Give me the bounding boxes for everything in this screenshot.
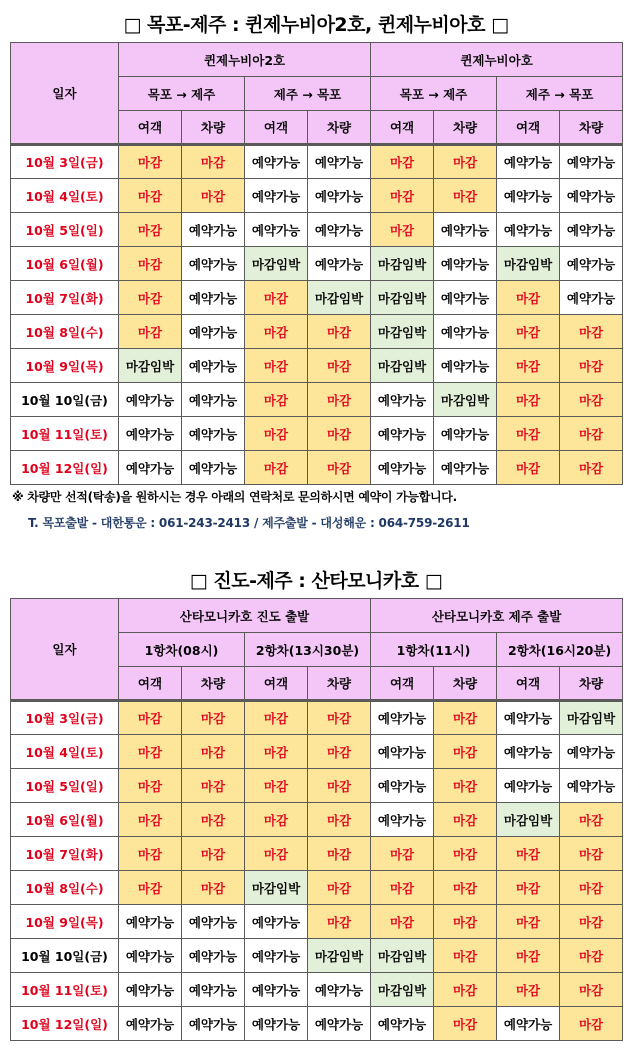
status-cell: 마감: [245, 701, 308, 735]
table-row: [11, 871, 623, 905]
status-cell: 마감: [560, 939, 623, 973]
status-cell: 마감임박: [245, 871, 308, 905]
trip-header: 1항차(11시): [371, 633, 497, 667]
status-cell: 마감: [182, 179, 245, 213]
status-cell: 마감: [119, 247, 182, 281]
route-header: 제주 → 목포: [497, 77, 623, 111]
route-header: 목포 → 제주: [371, 77, 497, 111]
status-cell: 예약가능: [497, 1007, 560, 1041]
status-cell: 마감: [434, 939, 497, 973]
status-cell: 예약가능: [371, 451, 434, 485]
trip-header: 1항차(08시): [119, 633, 245, 667]
date-cell: 10월 4일(토): [11, 735, 119, 769]
type-header: 여객: [245, 667, 308, 701]
date-cell: 10월 5일(일): [11, 213, 119, 247]
status-cell: 예약가능: [119, 1007, 182, 1041]
status-cell: 마감: [560, 905, 623, 939]
status-cell: 마감임박: [371, 349, 434, 383]
schedule-table-mokpo-jeju: [10, 42, 623, 485]
status-cell: 마감: [119, 837, 182, 871]
status-cell: 예약가능: [434, 315, 497, 349]
status-cell: 예약가능: [560, 213, 623, 247]
date-cell: 10월 9일(목): [11, 349, 119, 383]
status-cell: 마감: [308, 871, 371, 905]
status-cell: 예약가능: [434, 417, 497, 451]
status-cell: 마감: [245, 349, 308, 383]
status-cell: 마감: [560, 417, 623, 451]
status-cell: 마감: [308, 383, 371, 417]
status-cell: 예약가능: [371, 1007, 434, 1041]
title-box-left: □: [189, 570, 208, 592]
title-box-right: □: [491, 14, 509, 36]
table-row: [11, 145, 623, 179]
status-cell: 마감: [308, 315, 371, 349]
table-row: [11, 417, 623, 451]
date-cell: 10월 8일(수): [11, 871, 119, 905]
status-cell: 마감: [308, 701, 371, 735]
status-cell: 예약가능: [308, 213, 371, 247]
status-cell: 마감임박: [371, 247, 434, 281]
type-header: 여객: [245, 111, 308, 145]
status-cell: 마감: [497, 837, 560, 871]
schedule-table-jindo-jeju: [10, 598, 623, 1041]
date-cell: 10월 12일(일): [11, 1007, 119, 1041]
status-cell: 예약가능: [308, 145, 371, 179]
status-cell: 예약가능: [560, 281, 623, 315]
status-cell: 마감임박: [245, 247, 308, 281]
status-cell: 마감임박: [119, 349, 182, 383]
status-cell: 마감: [371, 837, 434, 871]
status-cell: 예약가능: [245, 1007, 308, 1041]
table-row: [11, 281, 623, 315]
status-cell: 예약가능: [182, 213, 245, 247]
status-cell: 마감: [434, 1007, 497, 1041]
table-row: [11, 349, 623, 383]
status-cell: 마감: [371, 871, 434, 905]
status-cell: 예약가능: [182, 905, 245, 939]
status-cell: 마감임박: [560, 701, 623, 735]
status-cell: 예약가능: [371, 735, 434, 769]
status-cell: 마감임박: [308, 281, 371, 315]
table-row: [11, 803, 623, 837]
status-cell: 마감임박: [497, 803, 560, 837]
table-row: [11, 247, 623, 281]
status-cell: 마감: [434, 701, 497, 735]
date-cell: 10월 10일(금): [11, 939, 119, 973]
table-row: [11, 1007, 623, 1041]
ship-header: 퀸제누비아호: [371, 43, 623, 77]
status-cell: 마감: [245, 281, 308, 315]
status-cell: 마감: [119, 179, 182, 213]
status-cell: 예약가능: [182, 451, 245, 485]
status-cell: 마감: [434, 769, 497, 803]
status-cell: 예약가능: [371, 701, 434, 735]
status-cell: 마감: [434, 145, 497, 179]
status-cell: 예약가능: [182, 973, 245, 1007]
trip-header: 2항차(16시20분): [497, 633, 623, 667]
status-cell: 예약가능: [119, 905, 182, 939]
status-cell: 마감: [371, 145, 434, 179]
status-cell: 마감: [119, 871, 182, 905]
status-cell: 예약가능: [560, 145, 623, 179]
status-cell: 마감: [434, 179, 497, 213]
status-cell: 마감: [434, 803, 497, 837]
date-cell: 10월 6일(월): [11, 803, 119, 837]
status-cell: 마감: [119, 281, 182, 315]
status-cell: 예약가능: [245, 973, 308, 1007]
title-text: 진도-제주 : 산타모니카호: [213, 570, 419, 592]
type-header: 여객: [497, 667, 560, 701]
status-cell: 마감: [497, 349, 560, 383]
status-cell: 예약가능: [182, 281, 245, 315]
status-cell: 마감: [560, 349, 623, 383]
status-cell: 마감: [434, 837, 497, 871]
status-cell: 마감: [119, 701, 182, 735]
status-cell: 마감: [182, 803, 245, 837]
table-row: [11, 383, 623, 417]
status-cell: 마감: [371, 213, 434, 247]
status-cell: 마감: [308, 905, 371, 939]
date-cell: 10월 3일(금): [11, 145, 119, 179]
status-cell: 마감임박: [371, 939, 434, 973]
status-cell: 예약가능: [434, 349, 497, 383]
status-cell: 마감: [497, 383, 560, 417]
type-header: 여객: [371, 667, 434, 701]
status-cell: 마감임박: [434, 383, 497, 417]
status-cell: 마감: [497, 939, 560, 973]
schedule-body: [11, 145, 623, 485]
status-cell: 예약가능: [308, 247, 371, 281]
type-header: 차량: [308, 111, 371, 145]
table-row: [11, 451, 623, 485]
status-cell: 마감: [308, 735, 371, 769]
status-cell: 마감: [119, 803, 182, 837]
status-cell: 마감: [308, 417, 371, 451]
date-cell: 10월 7일(화): [11, 281, 119, 315]
type-header: 여객: [119, 667, 182, 701]
type-header: 차량: [434, 111, 497, 145]
section-title-mokpo-jeju: [0, 10, 632, 40]
status-cell: 마감: [560, 383, 623, 417]
status-cell: 예약가능: [434, 281, 497, 315]
vehicle-shipping-note: ※ 차량만 선적(탁송)을 원하시는 경우 아래의 연락처로 문의하시면 예약이 가능합니다.: [12, 490, 457, 504]
status-cell: 마감: [560, 1007, 623, 1041]
status-cell: 마감: [182, 701, 245, 735]
status-cell: 마감: [182, 837, 245, 871]
date-cell: 10월 10일(금): [11, 383, 119, 417]
status-cell: 예약가능: [119, 973, 182, 1007]
status-cell: 마감: [434, 735, 497, 769]
type-header: 차량: [560, 667, 623, 701]
status-cell: 마감: [560, 315, 623, 349]
status-cell: 예약가능: [497, 179, 560, 213]
date-cell: 10월 12일(일): [11, 451, 119, 485]
status-cell: 마감: [371, 905, 434, 939]
status-cell: 마감: [497, 417, 560, 451]
table-row: [11, 701, 623, 735]
status-cell: 예약가능: [308, 1007, 371, 1041]
status-cell: 마감임박: [371, 315, 434, 349]
status-cell: 예약가능: [434, 213, 497, 247]
status-cell: 마감임박: [371, 973, 434, 1007]
status-cell: 마감: [308, 769, 371, 803]
status-cell: 마감: [560, 871, 623, 905]
status-cell: 예약가능: [497, 213, 560, 247]
status-cell: 예약가능: [371, 803, 434, 837]
status-cell: 예약가능: [245, 179, 308, 213]
type-header: 차량: [434, 667, 497, 701]
status-cell: 예약가능: [497, 769, 560, 803]
status-cell: 예약가능: [182, 417, 245, 451]
table-row: [11, 939, 623, 973]
status-cell: 마감: [119, 735, 182, 769]
status-cell: 예약가능: [245, 213, 308, 247]
status-cell: 예약가능: [245, 905, 308, 939]
status-cell: 마감: [308, 803, 371, 837]
status-cell: 마감: [560, 973, 623, 1007]
status-cell: 예약가능: [434, 451, 497, 485]
status-cell: 예약가능: [182, 1007, 245, 1041]
type-header: 여객: [371, 111, 434, 145]
status-cell: 마감: [497, 451, 560, 485]
status-cell: 마감: [245, 315, 308, 349]
table-row: [11, 973, 623, 1007]
contact-info: T. 목포출발 - 대한통운 : 061-243-2413 / 제주출발 - 대성해운 : 064-759-2611: [28, 516, 470, 530]
status-cell: 예약가능: [182, 349, 245, 383]
status-cell: 마감임박: [497, 247, 560, 281]
date-cell: 10월 6일(월): [11, 247, 119, 281]
status-cell: 예약가능: [560, 769, 623, 803]
type-header: 차량: [560, 111, 623, 145]
title-box-right: □: [424, 570, 443, 592]
status-cell: 마감: [497, 905, 560, 939]
status-cell: 마감: [245, 803, 308, 837]
status-cell: 예약가능: [497, 735, 560, 769]
type-header: 여객: [497, 111, 560, 145]
status-cell: 마감: [434, 871, 497, 905]
title-text: 목포-제주 : 퀸제누비아2호, 퀸제누비아호: [147, 14, 485, 36]
status-cell: 예약가능: [182, 247, 245, 281]
status-cell: 예약가능: [308, 973, 371, 1007]
title-box-left: □: [123, 14, 141, 36]
schedule-body: [11, 701, 623, 1041]
route-header: 제주 → 목포: [245, 77, 371, 111]
status-cell: 마감: [245, 383, 308, 417]
status-cell: 예약가능: [371, 383, 434, 417]
status-cell: 마감: [245, 417, 308, 451]
date-header: 일자: [11, 599, 119, 701]
status-cell: 마감: [434, 905, 497, 939]
table-row: [11, 735, 623, 769]
trip-header: 2항차(13시30분): [245, 633, 371, 667]
section-title-jindo-jeju: [0, 566, 632, 596]
status-cell: 마감: [434, 973, 497, 1007]
status-cell: 마감: [308, 837, 371, 871]
status-cell: 마감: [308, 349, 371, 383]
status-cell: 예약가능: [182, 939, 245, 973]
date-cell: 10월 3일(금): [11, 701, 119, 735]
table-row: [11, 837, 623, 871]
date-cell: 10월 7일(화): [11, 837, 119, 871]
status-cell: 예약가능: [245, 939, 308, 973]
status-cell: 예약가능: [560, 179, 623, 213]
table-row: [11, 213, 623, 247]
status-cell: 예약가능: [245, 145, 308, 179]
status-cell: 예약가능: [371, 769, 434, 803]
status-cell: 예약가능: [434, 247, 497, 281]
status-cell: 예약가능: [560, 247, 623, 281]
date-cell: 10월 11일(토): [11, 417, 119, 451]
status-cell: 마감: [245, 769, 308, 803]
type-header: 여객: [119, 111, 182, 145]
status-cell: 예약가능: [182, 383, 245, 417]
date-cell: 10월 8일(수): [11, 315, 119, 349]
status-cell: 예약가능: [119, 383, 182, 417]
table-row: [11, 179, 623, 213]
status-cell: 예약가능: [497, 701, 560, 735]
status-cell: 마감임박: [308, 939, 371, 973]
status-cell: 마감: [497, 973, 560, 1007]
date-cell: 10월 4일(토): [11, 179, 119, 213]
date-cell: 10월 9일(목): [11, 905, 119, 939]
type-header: 차량: [182, 667, 245, 701]
status-cell: 마감: [182, 735, 245, 769]
table-row: [11, 905, 623, 939]
date-cell: 10월 5일(일): [11, 769, 119, 803]
ship-header: 퀸제누비아2호: [119, 43, 371, 77]
status-cell: 예약가능: [560, 735, 623, 769]
status-cell: 마감: [182, 769, 245, 803]
status-cell: 마감: [245, 837, 308, 871]
date-header: 일자: [11, 43, 119, 145]
route-header: 목포 → 제주: [119, 77, 245, 111]
status-cell: 마감: [308, 451, 371, 485]
status-cell: 예약가능: [182, 315, 245, 349]
status-cell: 예약가능: [119, 939, 182, 973]
status-cell: 마감: [182, 871, 245, 905]
status-cell: 마감: [497, 281, 560, 315]
status-cell: 예약가능: [119, 417, 182, 451]
status-cell: 마감: [497, 315, 560, 349]
status-cell: 마감: [119, 315, 182, 349]
status-cell: 마감임박: [371, 281, 434, 315]
type-header: 차량: [308, 667, 371, 701]
status-cell: 마감: [119, 145, 182, 179]
status-cell: 마감: [497, 871, 560, 905]
status-cell: 예약가능: [308, 179, 371, 213]
status-cell: 마감: [245, 451, 308, 485]
ship-header: 산타모니카호 제주 출발: [371, 599, 623, 633]
status-cell: 예약가능: [497, 145, 560, 179]
table-row: [11, 315, 623, 349]
table-row: [11, 769, 623, 803]
status-cell: 마감: [245, 735, 308, 769]
status-cell: 예약가능: [371, 417, 434, 451]
ship-header: 산타모니카호 진도 출발: [119, 599, 371, 633]
status-cell: 마감: [182, 145, 245, 179]
status-cell: 마감: [119, 769, 182, 803]
status-cell: 예약가능: [119, 451, 182, 485]
status-cell: 마감: [560, 837, 623, 871]
status-cell: 마감: [560, 451, 623, 485]
type-header: 차량: [182, 111, 245, 145]
date-cell: 10월 11일(토): [11, 973, 119, 1007]
status-cell: 마감: [560, 803, 623, 837]
status-cell: 마감: [371, 179, 434, 213]
status-cell: 마감: [119, 213, 182, 247]
